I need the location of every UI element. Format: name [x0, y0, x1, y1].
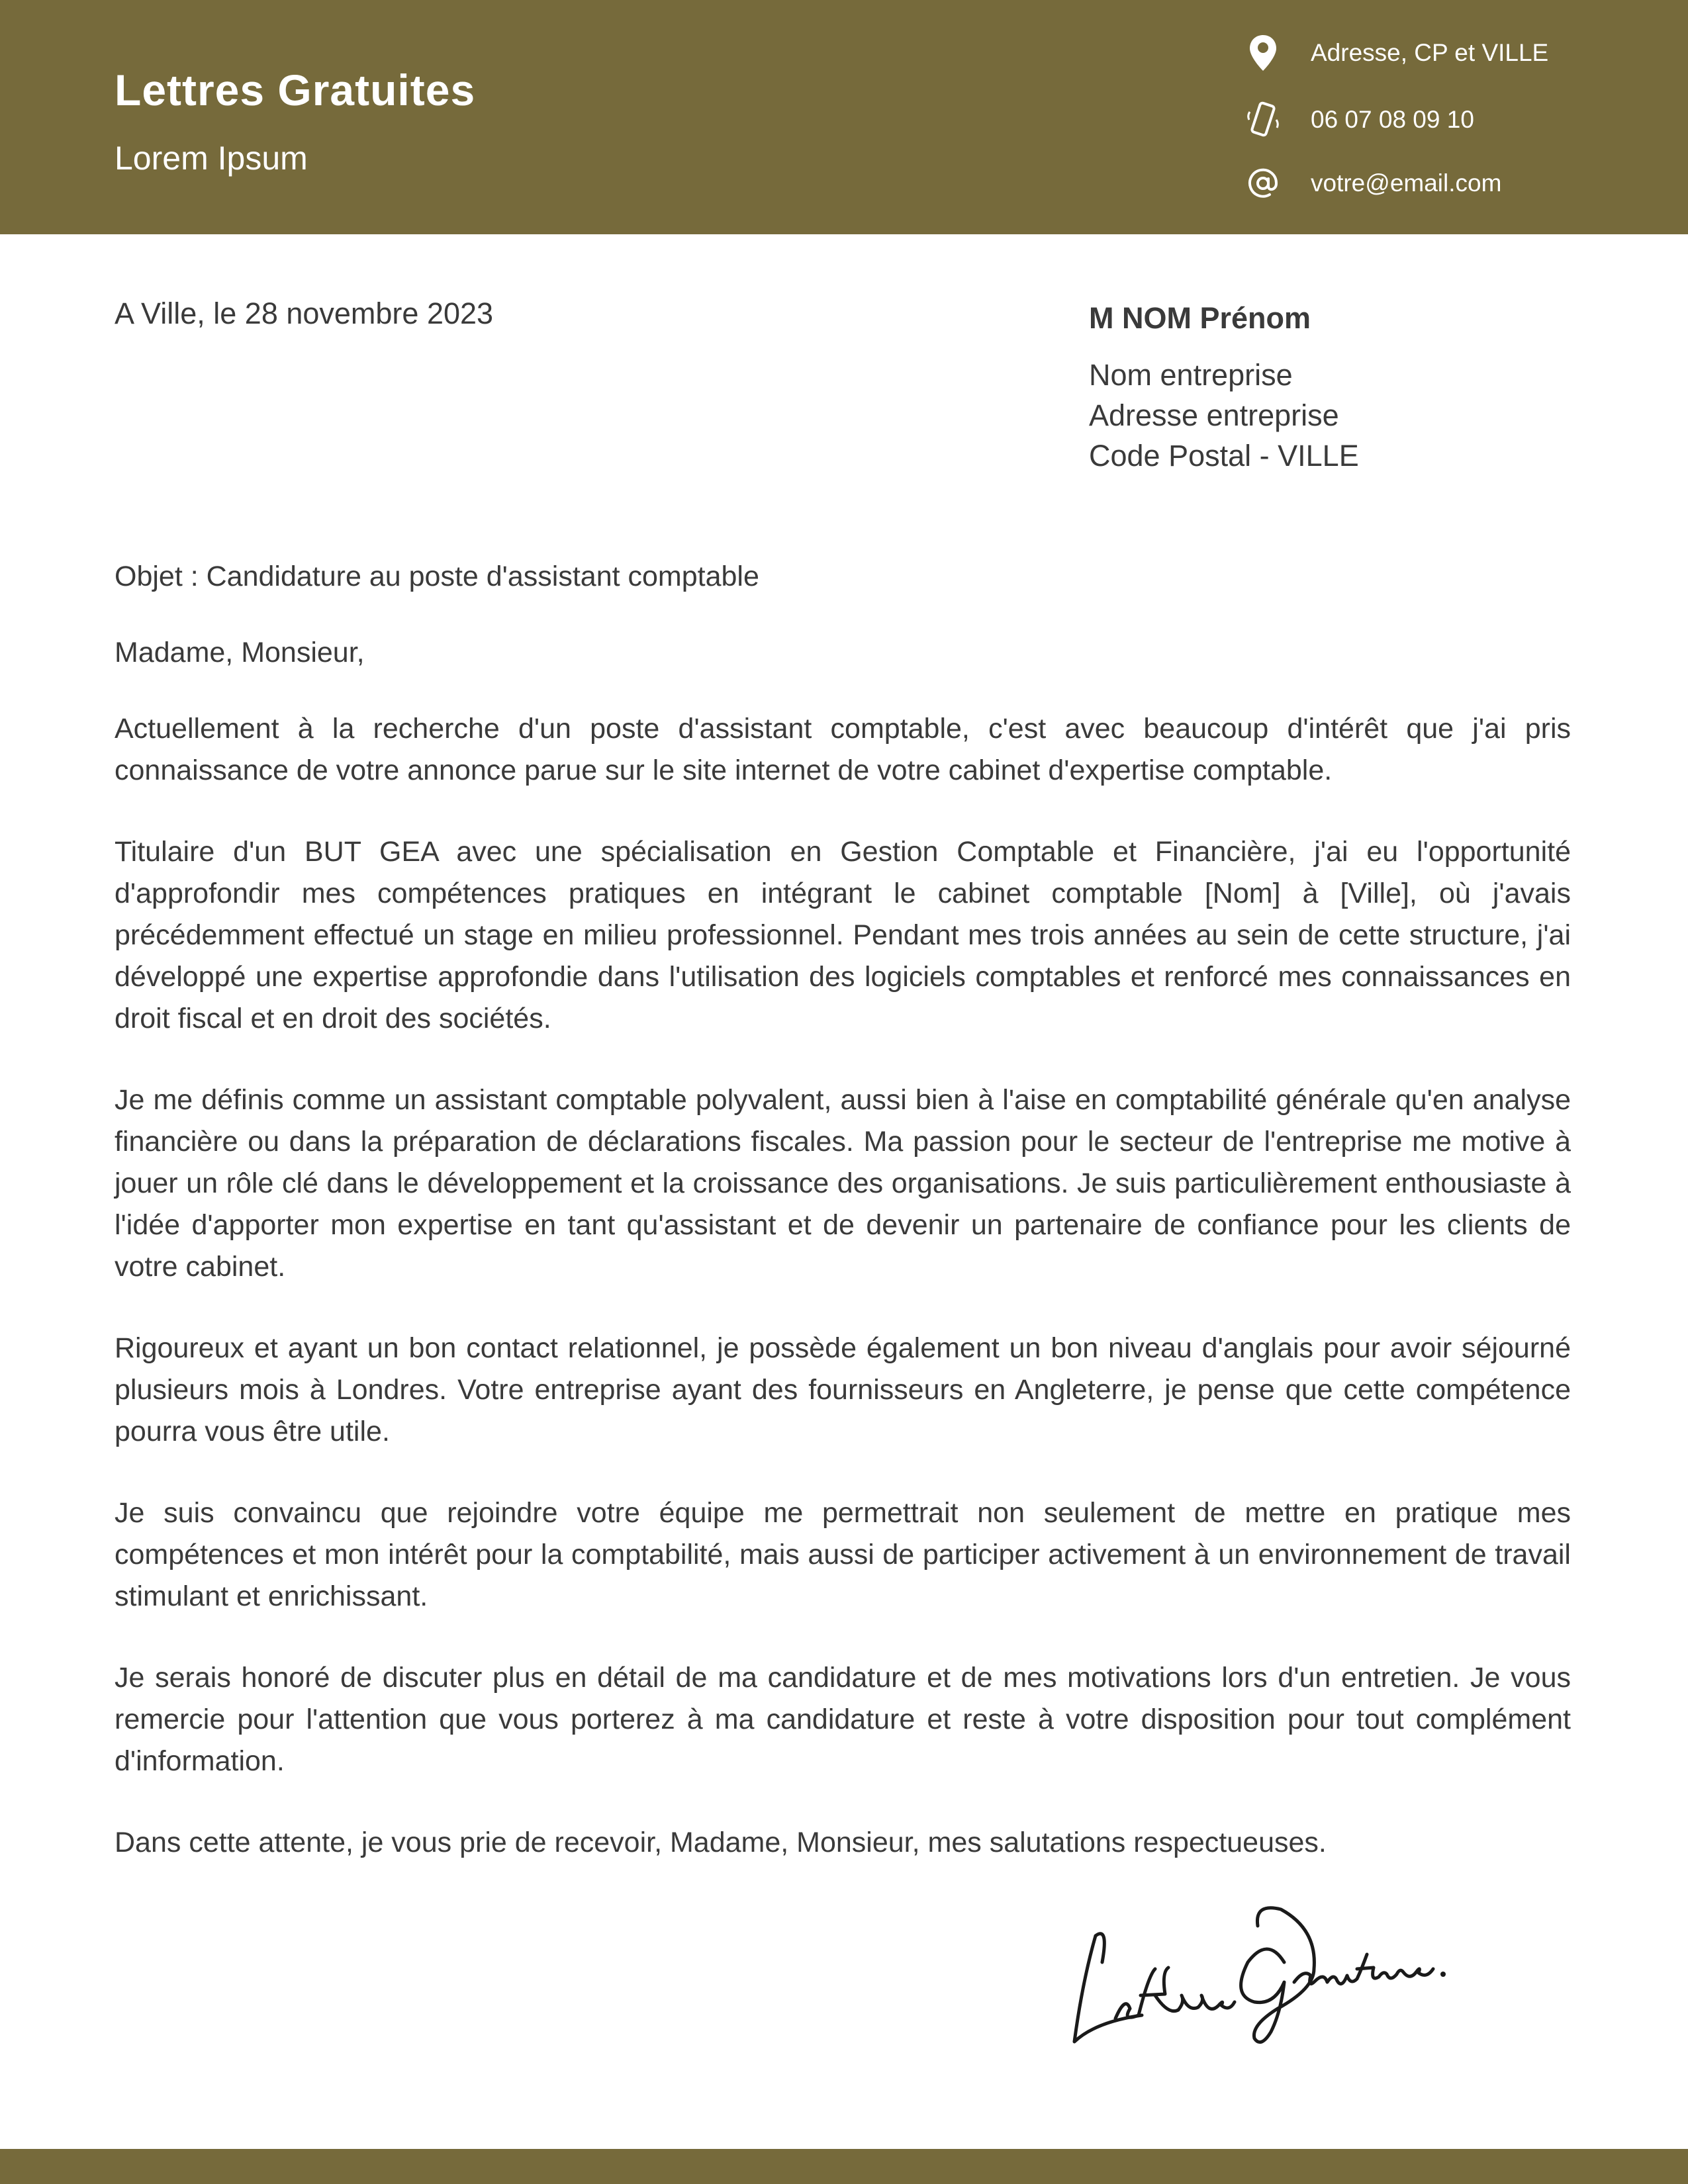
- letter-paragraph: Je me définis comme un assistant comptable polyvalent, aussi bien à l'aise en comptabilité générale qu'en analyse financière ou dans la préparation de déclarations fiscales. Ma passion pour le secteur de l'entreprise me motive à jouer un rôle clé dans le développement et la croissance des organisations. Je suis particulièrement enthousiaste à l'idée d'apporter mon expertise en tant qu'assistant et de devenir un partenaire de confiance pour les clients de votre cabinet.: [115, 1084, 1571, 1283]
- letter-body: [115, 556, 1571, 1898]
- contact-phone: [1244, 97, 1474, 143]
- header-band: [0, 0, 1688, 234]
- phone-icon: [1244, 97, 1282, 143]
- contact-address-text: Adresse, CP et VILLE: [1311, 39, 1549, 66]
- recipient-city: Code Postal - VILLE: [1089, 439, 1359, 473]
- at-sign-icon: [1244, 160, 1282, 206]
- location-pin-icon: [1244, 30, 1282, 76]
- letter-paragraph: Titulaire d'un BUT GEA avec une spécialisation en Gestion Comptable et Financière, j'ai eu l'opportunité d'approfondir mes compétences pratiques en intégrant le cabinet comptable [Nom] à [Ville], où j'avais précédemment effectué un stage en milieu professionnel. Pendant mes trois années au sein de cette structure, j'ai développé une expertise approfondie dans l'utilisation des logiciels comptables et renforcé mes connaissances en droit fiscal et en droit des sociétés.: [115, 836, 1571, 1034]
- recipient-company: Nom entreprise: [1089, 358, 1293, 392]
- letter-paragraph: Rigoureux et ayant un bon contact relationnel, je possède également un bon niveau d'anglais pour avoir séjourné plusieurs mois à Londres. Votre entreprise ayant des fournisseurs en Angleterre, je pense que cette compétence pourra vous être utile.: [115, 1332, 1571, 1447]
- letter-date: A Ville, le 28 novembre 2023: [115, 296, 494, 330]
- letter-paragraph: Actuellement à la recherche d'un poste d'assistant comptable, c'est avec beaucoup d'intérêt que j'ai pris connaissance de votre annonce parue sur le site internet de votre cabinet d'expertise comptable.: [115, 713, 1571, 786]
- letter-closing: Dans cette attente, je vous prie de recevoir, Madame, Monsieur, mes salutations respectueuses.: [115, 1827, 1327, 1858]
- letter-subject: Objet : Candidature au poste d'assistant comptable: [115, 561, 759, 592]
- letter-paragraph: Je serais honoré de discuter plus en détail de ma candidature et de mes motivations lors d'un entretien. Je vous remercie pour l'attention que vous porterez à ma candidature et reste à votre disposition pour tout complément d'information.: [115, 1662, 1571, 1777]
- contact-address: [1244, 30, 1548, 76]
- recipient-block: [1089, 298, 1359, 476]
- contact-email-text: votre@email.com: [1311, 169, 1502, 197]
- recipient-name: M NOM Prénom: [1089, 301, 1311, 335]
- recipient-address: Adresse entreprise: [1089, 398, 1339, 432]
- footer-band: [0, 2149, 1688, 2184]
- sender-name: Lettres Gratuites: [115, 66, 476, 114]
- letter-paragraph: Je suis convaincu que rejoindre votre équipe me permettrait non seulement de mettre en pratique mes compétences et mon intérêt pour la comptabilité, mais aussi de participer activement à un environnement de travail stimulant et enrichissant.: [115, 1497, 1571, 1612]
- letter-salutation: Madame, Monsieur,: [115, 637, 365, 668]
- contact-phone-text: 06 07 08 09 10: [1311, 106, 1474, 133]
- sender-subtitle: Lorem Ipsum: [115, 140, 308, 177]
- handwritten-signature: [1056, 1889, 1453, 2062]
- contact-email: [1244, 160, 1501, 206]
